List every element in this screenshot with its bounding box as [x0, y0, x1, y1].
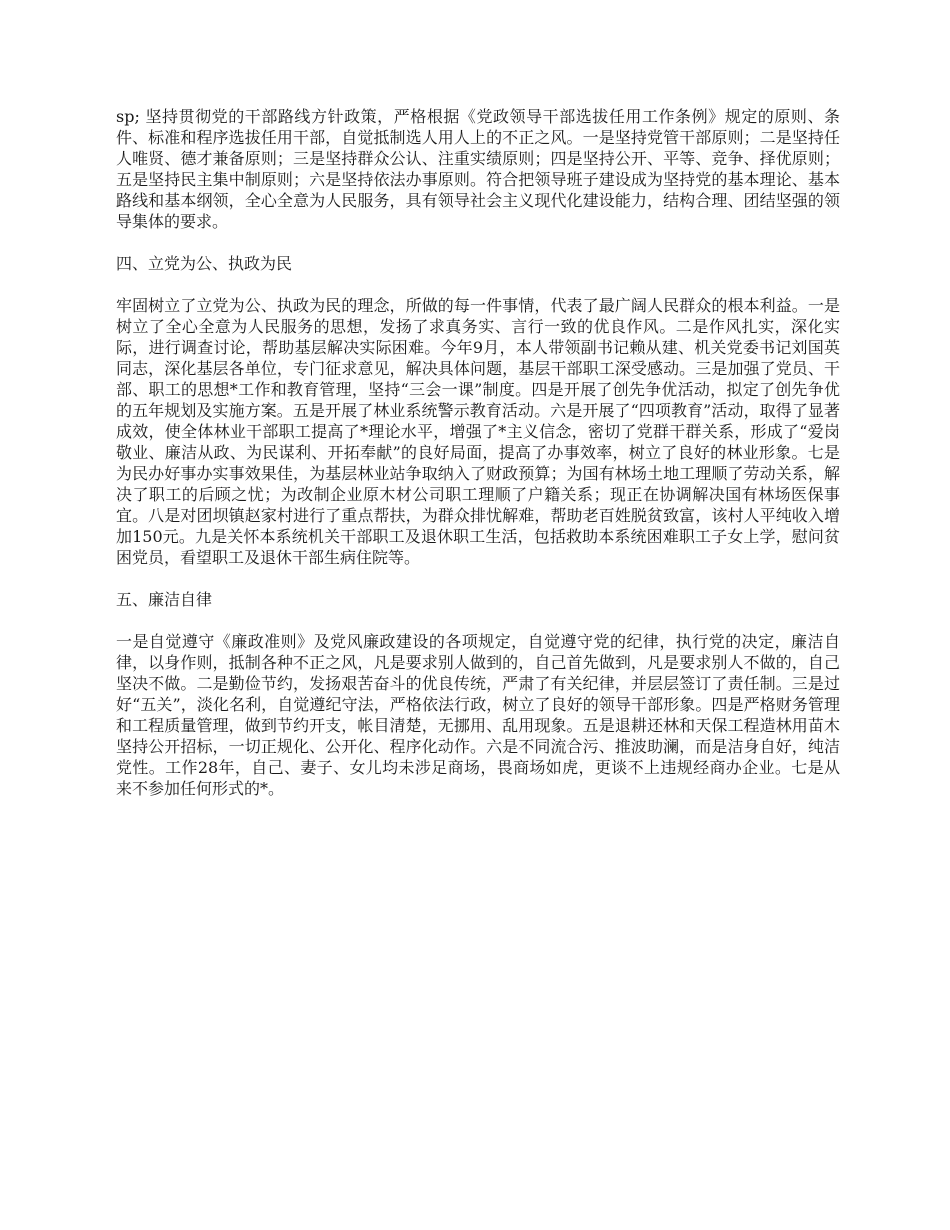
document-page	[116, 106, 840, 820]
section-heading-four: 四、立党为公、执政为民	[116, 254, 293, 273]
paragraph-serve-people: 牢固树立了立党为公、执政为民的理念，所做的每一件事情，代表了最广阔人民群众的根本利益。一是树立了全心全意为人民服务的思想，发扬了求真务实、言行一致的优良作风。二是作风扎实，深化实际，进行调查讨论，帮助基层解决实际困难。今年9月，本人带领副书记赖从建、机关党委书记刘国英同志，深化基层各单位，专门征求意见，解决具体问题，基层干部职工深受感动。三是加强了党员、干部、职工的思想*工作和教育管理，坚持“三会一课”制度。四是开展了创先争优活动，拟定了创先争优的五年规划及实施方案。五是开展了林业系统警示教育活动。六是开展了“四项教育”活动，取得了显著成效，使全体林业干部职工提高了*理论水平，增强了*主义信念，密切了党群干群关系，形成了“爱岗敬业、廉洁从政、为民谋利、开拓奉献”的良好局面，提高了办事效率，树立了良好的林业形象。七是为民办好事办实事效果佳，为基层林业站争取纳入了财政预算；为国有林场土地工理顺了劳动关系，解决了职工的后顾之忧；为改制企业原木材公司职工理顺了户籍关系；现正在协调解决国有林场医保事宜。八是对团坝镇赵家村进行了重点帮扶，为群众排忧解难，帮助老百姓脱贫致富，该村人平纯收入增加150元。九是关怀本系统机关干部职工及退休职工生活，包括救助本系统困难职工子女上学，慰问贫困党员，看望职工及退休干部生病住院等。	[116, 296, 840, 567]
paragraph-cadre-selection: sp; 坚持贯彻党的干部路线方针政策，严格根据《党政领导干部选拔任用工作条例》规定的原则、条件、标准和程序选拔任用干部，自觉抵制选人用人上的不正之风。一是坚持党管干部原则；二是坚持任人唯贤、德才兼备原则；三是坚持群众公认、注重实绩原则；四是坚持公开、平等、竞争、择优原则；五是坚持民主集中制原则；六是坚持依法办事原则。符合把领导班子建设成为坚持党的基本理论、基本路线和基本纲领，全心全意为人民服务，具有领导社会主义现代化建设能力，结构合理、团结坚强的领导集体的要求。	[116, 107, 840, 231]
section-heading-five: 五、廉洁自律	[116, 590, 213, 609]
paragraph-integrity: 一是自觉遵守《廉政准则》及党风廉政建设的各项规定，自觉遵守党的纪律，执行党的决定，廉洁自律，以身作则，抵制各种不正之风，凡是要求别人做到的，自己首先做到，凡是要求别人不做的，自己坚决不做。二是勤俭节约，发扬艰苦奋斗的优良传统，严肃了有关纪律，并层层签订了责任制。三是过好“五关”，淡化名利，自觉遵纪守法，严格依法行政，树立了良好的领导干部形象。四是严格财务管理和工程质量管理，做到节约开支，帐目清楚，无挪用、乱用现象。五是退耕还林和天保工程造林用苗木坚持公开招标，一切正规化、公开化、程序化动作。六是不同流合污、推波助澜，而是洁身自好，纯洁党性。工作28年，自己、妻子、女儿均未涉足商场，畏商场如虎，更谈不上违规经商办企业。七是从来不参加任何形式的*。	[116, 632, 840, 798]
